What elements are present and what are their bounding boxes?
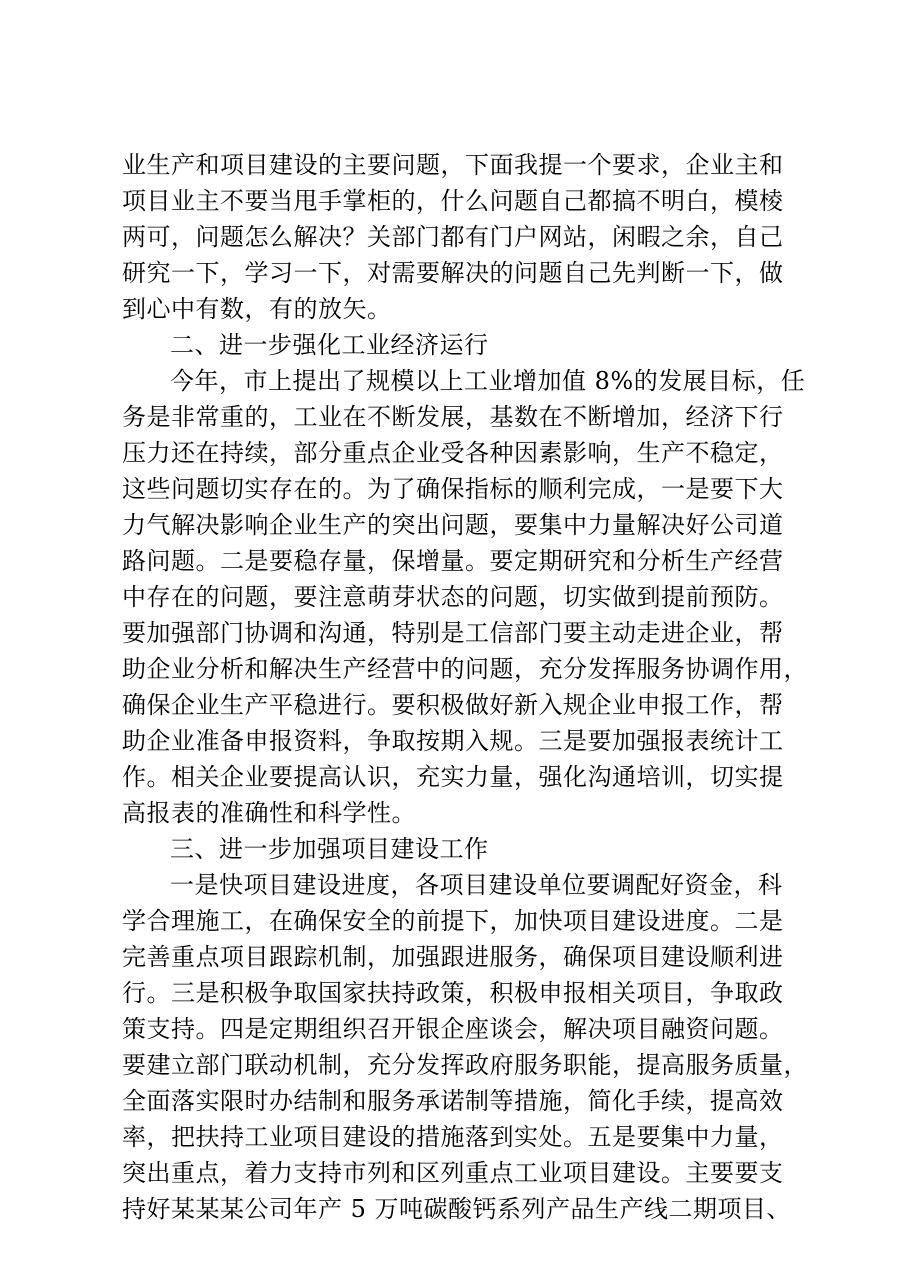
text-line: 要建立部门联动机制，充分发挥政府服务职能，提高服务质量， xyxy=(122,1051,808,1079)
text-line: 全面落实限时办结制和服务承诺制等措施，简化手续，提高效 xyxy=(122,1087,784,1115)
text-line: 力气解决影响企业生产的突出问题，要集中力量解决好公司道 xyxy=(122,511,784,539)
text-line: 中存在的问题，要注意萌芽状态的问题，切实做到提前预防。 xyxy=(122,583,784,611)
text-line: 这些问题切实存在的。为了确保指标的顺利完成，一是要下大 xyxy=(122,475,784,503)
text-line: 务是非常重的，工业在不断发展，基数在不断增加，经济下行 xyxy=(122,403,784,431)
text-line: 助企业准备申报资料，争取按期入规。三是要加强报表统计工 xyxy=(122,727,784,755)
text-line: 策支持。四是定期组织召开银企座谈会，解决项目融资问题。 xyxy=(122,1015,784,1043)
text-line: 助企业分析和解决生产经营中的问题，充分发挥服务协调作用， xyxy=(122,655,808,683)
text-line: 到心中有数，有的放矢。 xyxy=(122,295,392,323)
section-heading: 二、进一步强化工业经济运行 xyxy=(170,331,489,359)
text-line: 项目业主不要当甩手掌柜的，什么问题自己都搞不明白，模棱 xyxy=(122,187,784,215)
text-line: 两可，问题怎么解决？关部门都有门户网站，闲暇之余，自己 xyxy=(122,223,784,251)
text-line: 确保企业生产平稳进行。要积极做好新入规企业申报工作，帮 xyxy=(122,691,784,719)
text-line: 学合理施工，在确保安全的前提下，加快项目建设进度。二是 xyxy=(122,907,784,935)
text-line: 研究一下，学习一下，对需要解决的问题自己先判断一下，做 xyxy=(122,259,784,287)
text-line: 持好某某某公司年产 5 万吨碳酸钙系列产品生产线二期项目、 xyxy=(122,1195,792,1223)
text-line: 压力还在持续，部分重点企业受各种因素影响，生产不稳定， xyxy=(122,439,784,467)
paragraph-first-line: 一是快项目建设进度，各项目建设单位要调配好资金，科 xyxy=(170,871,783,899)
text-line: 要加强部门协调和沟通，特别是工信部门要主动走进企业，帮 xyxy=(122,619,784,647)
text-line: 作。相关企业要提高认识，充实力量，强化沟通培训，切实提 xyxy=(122,763,784,791)
section-heading: 三、进一步加强项目建设工作 xyxy=(170,835,489,863)
text-line: 率，把扶持工业项目建设的措施落到实处。五是要集中力量， xyxy=(122,1123,784,1151)
paragraph-first-line: 今年，市上提出了规模以上工业增加值 8%的发展目标，任 xyxy=(170,367,806,395)
text-line: 业生产和项目建设的主要问题，下面我提一个要求，企业主和 xyxy=(122,151,784,179)
text-line: 突出重点，着力支持市列和区列重点工业项目建设。主要要支 xyxy=(122,1159,784,1187)
text-line: 完善重点项目跟踪机制，加强跟进服务，确保项目建设顺利进 xyxy=(122,943,784,971)
text-line: 路问题。二是要稳存量，保增量。要定期研究和分析生产经营 xyxy=(122,547,784,575)
text-line: 高报表的准确性和科学性。 xyxy=(122,799,416,827)
text-line: 行。三是积极争取国家扶持政策，积极申报相关项目，争取政 xyxy=(122,979,784,1007)
